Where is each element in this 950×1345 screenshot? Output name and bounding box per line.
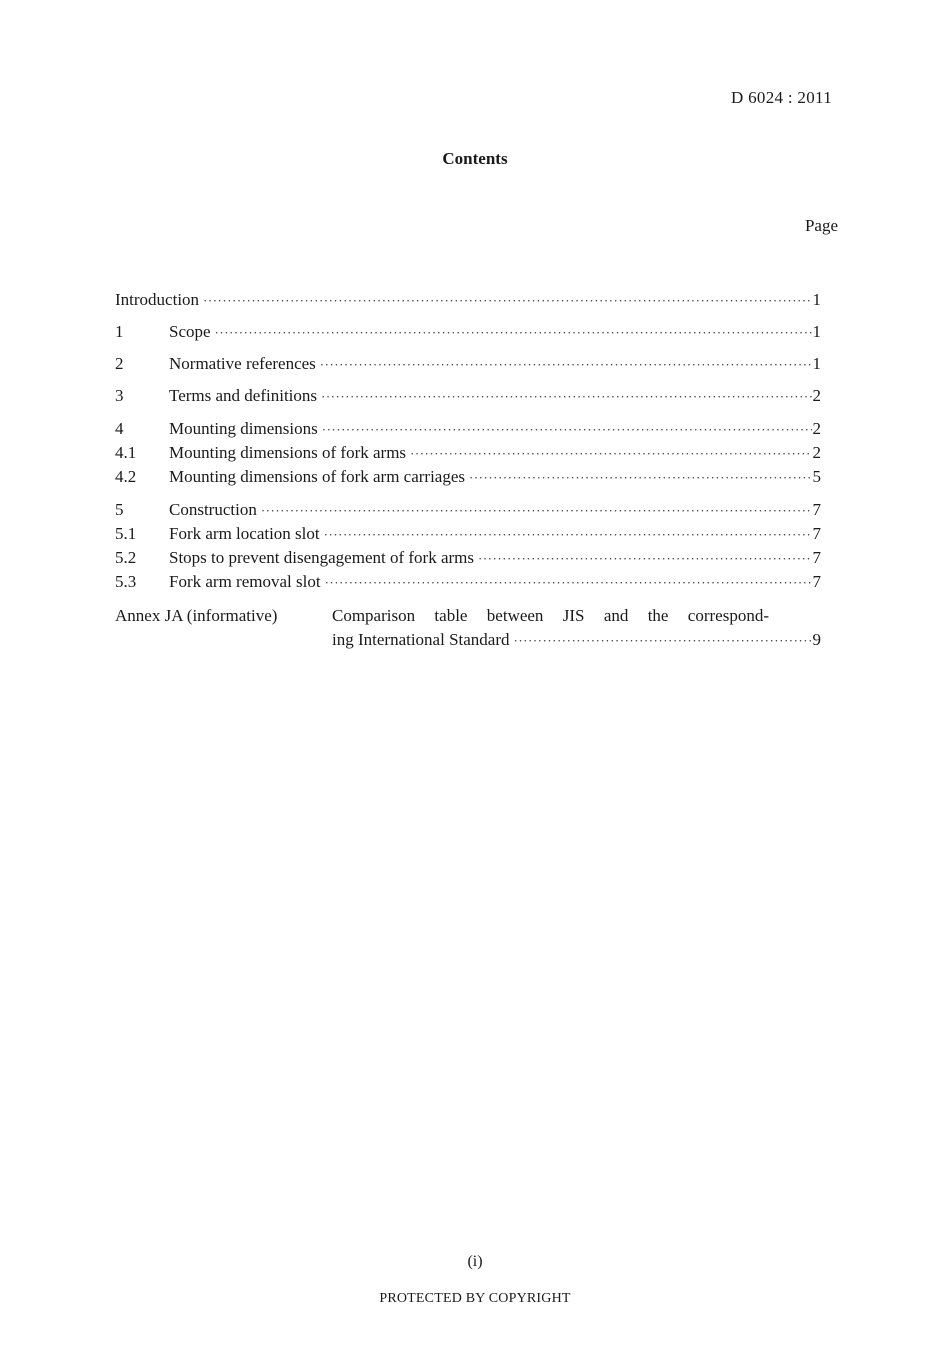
- toc-entry-title: Introduction: [115, 290, 200, 309]
- toc-entry-number: 5.1: [115, 524, 137, 543]
- toc-entry-title: Stops to prevent disengagement of fork arms: [169, 548, 474, 567]
- toc-dot-leader: [322, 422, 812, 438]
- toc-entry-number: 2: [115, 354, 124, 373]
- toc-entry-mounting-dimensions[interactable]: [115, 419, 821, 441]
- toc-annex-title-line2: ing International Standard: [332, 630, 510, 649]
- toc-dot-leader: [410, 446, 811, 462]
- toc-entry-annex[interactable]: [332, 630, 821, 652]
- toc-entry-page: 2: [812, 443, 821, 462]
- toc-entry-number: 4.2: [115, 467, 137, 486]
- toc-entry-number: 3: [115, 386, 124, 405]
- toc-dot-leader: [215, 325, 812, 341]
- toc-entry-number: 1: [115, 322, 124, 341]
- toc-entry-title: Construction: [169, 500, 257, 519]
- toc-entry-number: 5.3: [115, 572, 137, 591]
- toc-dot-leader: [514, 633, 812, 649]
- toc-entry-fork-arm-carriages[interactable]: [115, 467, 821, 489]
- toc-entry-terms-and-definitions[interactable]: [115, 386, 821, 408]
- toc-entry-number: 5.2: [115, 548, 137, 567]
- toc-dot-leader: [324, 527, 812, 543]
- toc-entry-title: Mounting dimensions of fork arm carriages: [169, 467, 466, 486]
- toc-dot-leader: [469, 470, 811, 486]
- page-folio: (i): [467, 1253, 483, 1270]
- toc-dot-leader: [203, 293, 811, 309]
- copyright-notice: PROTECTED BY COPYRIGHT: [379, 1291, 571, 1306]
- toc-entry-title: Terms and definitions: [169, 386, 318, 405]
- toc-entry-page: 7: [812, 548, 821, 567]
- toc-entry-page: 1: [812, 354, 821, 373]
- toc-entry-page: 7: [812, 500, 821, 519]
- toc-annex-label: Annex JA (informative): [115, 606, 278, 625]
- toc-entry-title: Fork arm removal slot: [169, 572, 321, 591]
- toc-entry-fork-arm-location-slot[interactable]: [115, 524, 821, 546]
- toc-entry-title: Normative references: [169, 354, 316, 373]
- toc-entry-title: Mounting dimensions of fork arms: [169, 443, 407, 462]
- toc-entry-page: 5: [812, 467, 821, 486]
- toc-entry-scope[interactable]: [115, 322, 821, 344]
- toc-entry-page: 1: [812, 290, 821, 309]
- toc-entry-page: 9: [812, 630, 821, 649]
- toc-entry-number: 4: [115, 419, 124, 438]
- toc-dot-leader: [478, 551, 812, 567]
- standard-code: D 6024 : 2011: [730, 88, 832, 107]
- toc-entry-title: Scope: [169, 322, 211, 341]
- toc-entry-introduction[interactable]: [115, 290, 821, 312]
- page-title: Contents: [442, 149, 508, 168]
- toc-dot-leader: [321, 389, 811, 405]
- toc-dot-leader: [261, 503, 812, 519]
- toc-annex-title-line1[interactable]: Comparison table between JIS and the correspond-: [332, 606, 769, 625]
- toc-entry-title: Fork arm location slot: [169, 524, 320, 543]
- toc-entry-number: 5: [115, 500, 124, 519]
- toc-entry-page: 2: [812, 419, 821, 438]
- toc-entry-title: Mounting dimensions: [169, 419, 318, 438]
- page-column-label: Page: [804, 216, 838, 235]
- toc-entry-page: 1: [812, 322, 821, 341]
- toc-entry-stops[interactable]: [115, 548, 821, 570]
- toc-entry-construction[interactable]: [115, 500, 821, 522]
- toc-entry-number: 4.1: [115, 443, 137, 462]
- toc-entry-fork-arms[interactable]: [115, 443, 821, 465]
- toc-entry-page: 7: [812, 524, 821, 543]
- toc-entry-fork-arm-removal-slot[interactable]: [115, 572, 821, 594]
- toc-entry-page: 2: [812, 386, 821, 405]
- toc-entry-page: 7: [812, 572, 821, 591]
- toc-dot-leader: [325, 575, 812, 591]
- toc-entry-normative-references[interactable]: [115, 354, 821, 376]
- toc-dot-leader: [320, 357, 812, 373]
